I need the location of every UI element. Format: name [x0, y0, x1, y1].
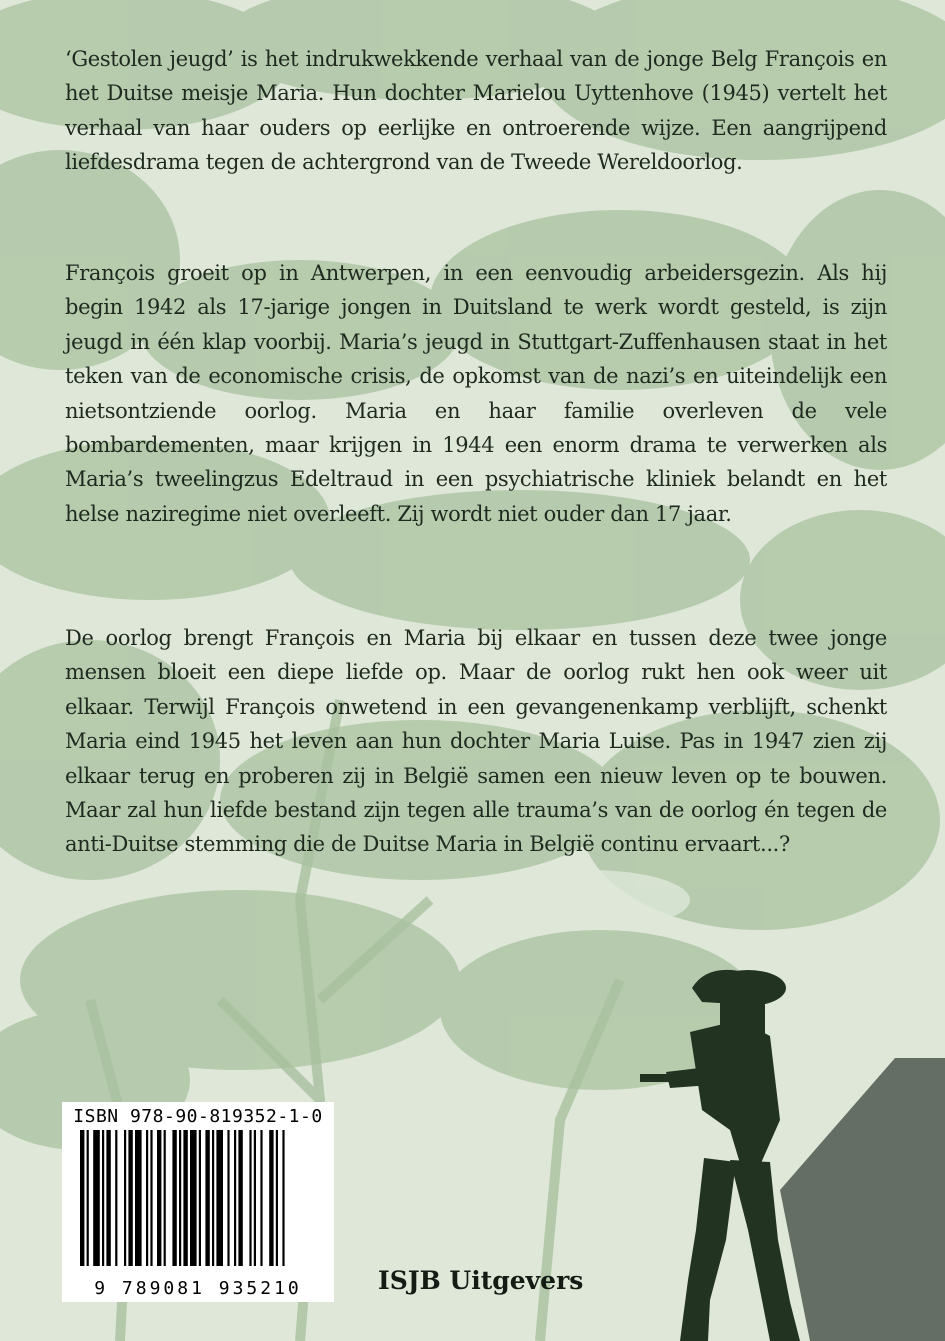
- barcode-bar: [234, 1130, 236, 1266]
- barcode-bar: [282, 1130, 284, 1266]
- blurb-paragraph-3: De oorlog brengt François en Maria bij elkaar en tussen deze twee jonge mensen bloeit een diepe liefde op. Maar de oorlog rukt hen ook weer uit elkaar. Terwijl François onwetend in een gevangenenkamp verblijft, schenkt Maria eind 1945 het leven aan hun dochter Maria Luise. Pas in 1947 zien zij elkaar terug en proberen zij in België samen een nieuw leven op te bouwen. Maar zal hun liefde bestand zijn tegen alle trauma’s van de oorlog én tegen de anti-Duitse stemming die de Duitse Maria in België continu ervaart...?: [65, 626, 887, 857]
- soldier-silhouette-icon: [630, 940, 945, 1341]
- barcode-bar: [199, 1130, 201, 1266]
- blurb-paragraph-2: François groeit op in Antwerpen, in een eenvoudig arbeidersgezin. Als hij begin 1942 als 17-jarige jongen in Duitsland te werk wordt gesteld, is zijn jeugd in één klap voorbij. Maria’s jeugd in Stuttgart-Zuffenhausen staat in het teken van de economische crisis, de opkomst van de nazi’s en uiteindelijk een nietsontziende oorlog. Maria en haar familie overleven de vele bombardementen, maar krijgen in 1944 een enorm drama te verwerken als Maria’s tweelingzus Edeltraud in een psychiatrische kliniek belandt en het helse naziregime niet overleeft. Zij wordt niet ouder dan 17 jaar.: [65, 261, 887, 526]
- barcode-bar: [212, 1130, 214, 1266]
- barcode-bar: [172, 1130, 176, 1266]
- ean-digits: 9 789081 935210: [94, 1278, 302, 1299]
- barcode-bar: [183, 1130, 187, 1266]
- barcode-bar: [164, 1130, 166, 1266]
- barcode-bar: [157, 1130, 161, 1266]
- barcode-bar: [106, 1130, 110, 1266]
- barcode-bar: [102, 1130, 104, 1266]
- barcode-bar: [135, 1130, 142, 1266]
- barcode-bar: [260, 1130, 262, 1266]
- barcode-bar: [276, 1130, 278, 1266]
- barcode-bar: [150, 1130, 152, 1266]
- isbn-barcode: [62, 1102, 334, 1302]
- barcode-bar: [179, 1130, 181, 1266]
- barcode-bar: [249, 1130, 251, 1266]
- barcode-bar: [115, 1130, 117, 1266]
- barcode-bar: [205, 1130, 209, 1266]
- barcode-bar: [254, 1130, 256, 1266]
- barcode-bar: [124, 1130, 126, 1266]
- publisher-name: ISJB Uitgevers: [378, 1266, 584, 1295]
- barcode-bar: [227, 1130, 229, 1266]
- barcode-bar: [87, 1130, 89, 1266]
- barcode-bar: [80, 1130, 84, 1266]
- barcode-bar: [93, 1130, 100, 1266]
- barcode-bar: [216, 1130, 223, 1266]
- blurb-paragraph-1: ‘Gestolen jeugd’ is het indrukwekkende verhaal van de jonge Belg François en het Duitse meisje Maria. Hun dochter Marielou Uyttenhove (1945) vertelt het verhaal van haar ouders op eerlijke en ontroerende wijze. Een aangrijpend liefdesdrama tegen de achtergrond van de Tweede Wereldoorlog.: [65, 47, 887, 175]
- barcode-bar: [146, 1130, 148, 1266]
- barcode-bar: [269, 1130, 273, 1266]
- barcode-bar: [238, 1130, 242, 1266]
- barcode-icon: [62, 1130, 334, 1270]
- isbn-label: ISBN 978-90-819352-1-0: [73, 1106, 323, 1127]
- barcode-bar: [128, 1130, 132, 1266]
- barcode-bar: [190, 1130, 197, 1266]
- wall-shape: [780, 1058, 945, 1341]
